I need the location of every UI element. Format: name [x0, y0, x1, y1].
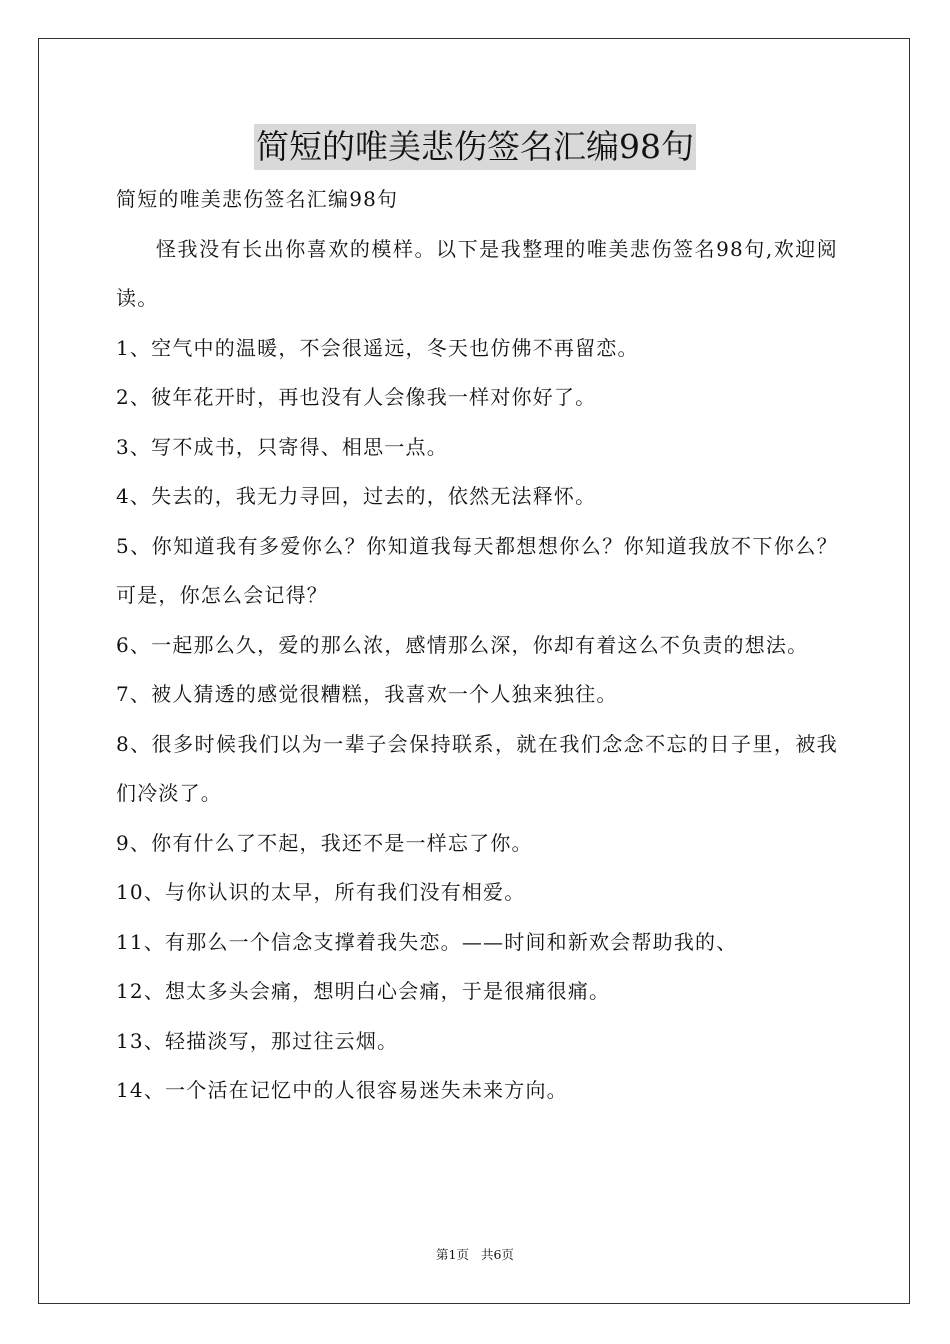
- list-item: 6、一起那么久，爱的那么浓，感情那么深，你却有着这么不负责的想法。: [116, 632, 809, 657]
- list-item: 13、轻描淡写，那过往云烟。: [116, 1028, 399, 1053]
- list-item: 4、失去的，我无力寻回，过去的，依然无法释怀。: [116, 484, 597, 508]
- page-total: 共6页: [480, 1247, 514, 1262]
- page-number: 第1页: [436, 1247, 469, 1262]
- document-body: [116, 175, 838, 1116]
- document-subtitle: 简短的唯美悲伤签名汇编98句: [116, 187, 399, 211]
- list-item: 14、一个活在记忆中的人很容易迷失未来方向。: [116, 1078, 568, 1102]
- list-item: 5、你知道我有多爱你么？你知道我每天都想想你么？你知道我放不下你么？可是，你怎么会记得？: [116, 533, 838, 607]
- list-item: 3、写不成书，只寄得、相思一点。: [116, 434, 448, 459]
- list-item: 7、被人猜透的感觉很糟糕，我喜欢一个人独来独往。: [116, 682, 618, 706]
- page-footer: [0, 1246, 950, 1264]
- document-title: 简短的唯美悲伤签名汇编98句: [254, 124, 696, 170]
- list-item: 11、有那么一个信念支撑着我失恋。——时间和新欢会帮助我的、: [116, 929, 738, 954]
- list-item: 2、彼年花开时，再也没有人会像我一样对你好了。: [116, 385, 597, 409]
- intro-paragraph: 怪我没有长出你喜欢的模样。以下是我整理的唯美悲伤签名98句,欢迎阅读。: [116, 236, 838, 310]
- list-item: 1、空气中的温暖，不会很遥远，冬天也仿佛不再留恋。: [116, 335, 639, 360]
- list-item: 12、想太多头会痛，想明白心会痛，于是很痛很痛。: [116, 979, 611, 1003]
- list-item: 8、很多时候我们以为一辈子会保持联系，就在我们念念不忘的日子里，被我们冷淡了。: [116, 731, 838, 805]
- list-item: 9、你有什么了不起，我还不是一样忘了你。: [116, 830, 533, 855]
- list-item: 10、与你认识的太早，所有我们没有相爱。: [116, 880, 526, 904]
- title-container: [0, 124, 950, 170]
